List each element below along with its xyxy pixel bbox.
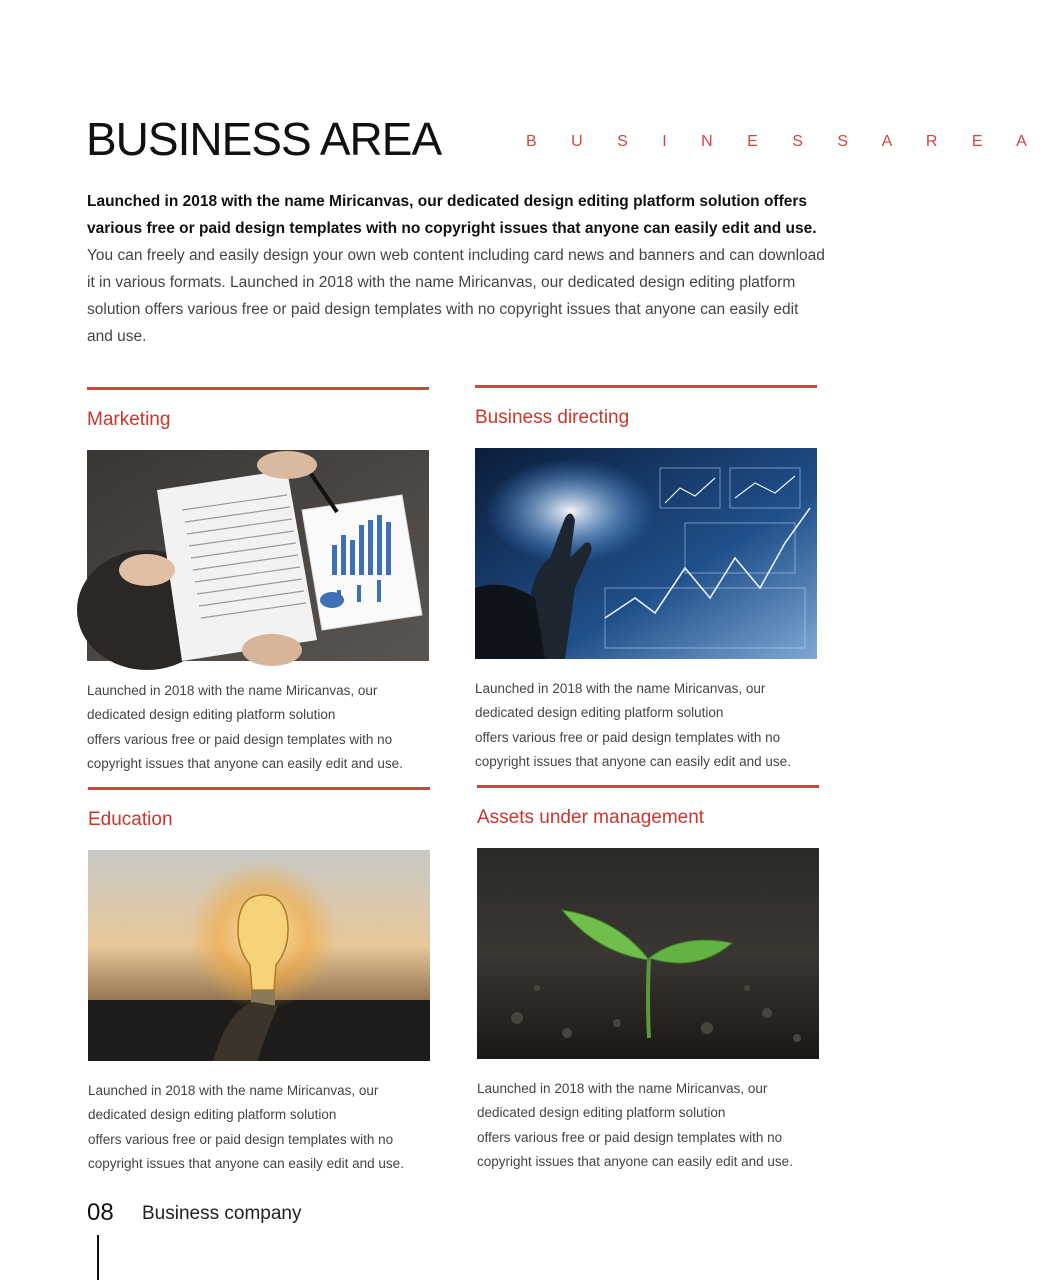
section-title: Marketing — [87, 409, 171, 430]
page-title: BUSINESS AREA — [86, 113, 442, 165]
page-number: 08 — [87, 1199, 114, 1226]
section-marketing — [87, 387, 429, 776]
section-title: Assets under management — [477, 807, 705, 828]
documents-and-tablet-chart-photo — [87, 450, 429, 661]
section-title: Business directing — [475, 407, 630, 428]
section-business-directing — [475, 385, 817, 774]
section-description: Launched in 2018 with the name Miricanvas, our dedicated design editing platform solution offers various free or paid design templates with no copyright issues that anyone can easily edit and use. — [477, 1081, 793, 1169]
section-divider — [87, 387, 429, 390]
hand-touching-digital-graphs-photo — [475, 448, 817, 659]
section-title: Education — [88, 809, 173, 830]
footer-company-name: Business company — [142, 1203, 302, 1224]
intro-regular-text: You can freely and easily design your own web content including card news and banners and can download it in various formats. Launched in 2018 with the name Miricanvas, our dedicated design editing platform solution offers various free or paid design templates with no copyright issues that anyone can easily edit and use. — [87, 247, 825, 345]
section-description: Launched in 2018 with the name Miricanvas, our dedicated design editing platform solution offers various free or paid design templates with no copyright issues that anyone can easily edit and use. — [87, 683, 403, 771]
section-divider — [88, 787, 430, 790]
section-divider — [475, 385, 817, 388]
seedling-sprout-photo — [477, 848, 819, 1059]
section-education — [88, 787, 430, 1176]
section-description: Launched in 2018 with the name Miricanvas, our dedicated design editing platform solution offers various free or paid design templates with no copyright issues that anyone can easily edit and use. — [475, 681, 791, 769]
intro-bold-text: Launched in 2018 with the name Miricanvas, our dedicated design editing platform solution offers various free or paid design templates with no copyright issues that anyone can easily edit and use. — [87, 193, 817, 237]
section-divider — [477, 785, 819, 788]
page-subtitle: B U S I N E S S A R E A — [526, 133, 1042, 150]
footer-vertical-bar — [97, 1235, 99, 1280]
glowing-light-bulb-photo — [88, 850, 430, 1061]
section-description: Launched in 2018 with the name Miricanvas, our dedicated design editing platform solution offers various free or paid design templates with no copyright issues that anyone can easily edit and use. — [88, 1083, 404, 1171]
intro-paragraph — [87, 188, 827, 350]
section-assets-under-management — [477, 785, 819, 1174]
